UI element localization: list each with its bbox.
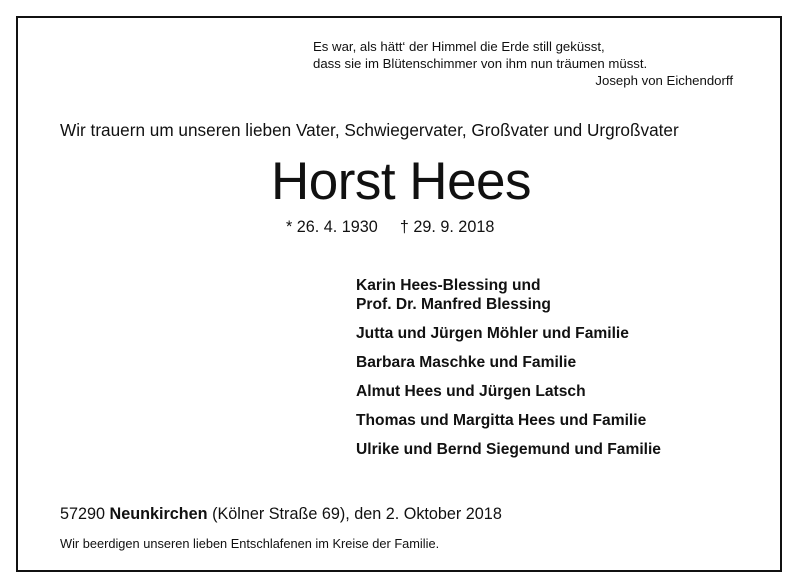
city-name: Neunkirchen <box>109 505 208 523</box>
deceased-name: Horst Hees <box>270 152 532 211</box>
mourner-entry <box>356 382 661 401</box>
mourner-line: Thomas und Margitta Hees und Familie <box>356 412 647 429</box>
mourner-line: Jutta und Jürgen Möhler und Familie <box>356 325 629 342</box>
mourning-intro: Wir trauern um unseren lieben Vater, Schwiegervater, Großvater und Urgroßvater <box>60 120 679 140</box>
quote-line: dass sie im Blütenschimmer von ihm nun träumen müsst. <box>313 56 648 71</box>
mourner-line: Prof. Dr. Manfred Blessing <box>356 296 551 313</box>
poem-quote <box>313 38 733 89</box>
postcode: 57290 <box>60 505 106 523</box>
mourner-entry <box>356 276 661 314</box>
birth-date: * 26. 4. 1930 <box>286 218 378 236</box>
mourner-entry <box>356 353 661 372</box>
address-and-date: (Kölner Straße 69), den 2. Oktober 2018 <box>212 505 502 523</box>
quote-line: Es war, als hätt‘ der Himmel die Erde still geküsst, <box>313 39 605 54</box>
mourner-entry <box>356 411 661 430</box>
mourner-line: Almut Hees und Jürgen Latsch <box>356 383 586 400</box>
place-and-date <box>60 504 502 524</box>
funeral-note: Wir beerdigen unseren lieben Entschlafenen im Kreise der Familie. <box>60 536 440 551</box>
mourner-entry <box>356 324 661 343</box>
mourners-list <box>356 276 661 469</box>
mourner-line: Ulrike und Bernd Siegemund und Familie <box>356 441 661 458</box>
mourner-entry <box>356 440 661 459</box>
death-date: † 29. 9. 2018 <box>399 218 495 236</box>
life-dates <box>286 217 494 237</box>
obituary-notice <box>16 16 782 572</box>
mourner-line: Karin Hees-Blessing und <box>356 277 541 294</box>
quote-author: Joseph von Eichendorff <box>595 73 733 88</box>
mourner-line: Barbara Maschke und Familie <box>356 354 577 371</box>
